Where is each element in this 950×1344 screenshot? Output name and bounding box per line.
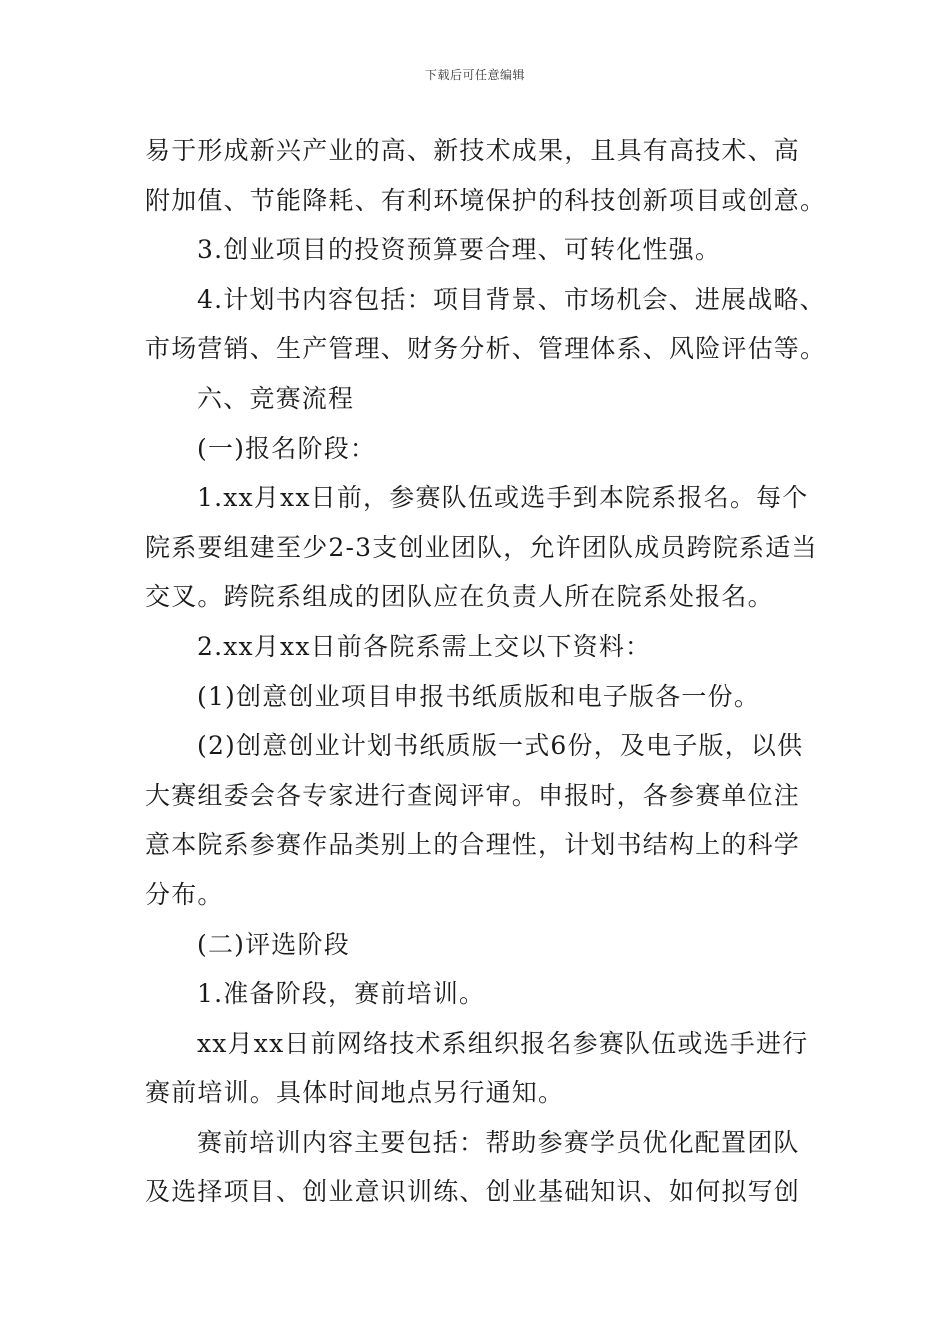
text-line: 3.创业项目的投资预算要合理、可转化性强。 <box>197 235 722 265</box>
text-line: 1.xx月xx日前，参赛队伍或选手到本院系报名。每个 <box>197 483 809 513</box>
text-line: 大赛组委会各专家进行查阅评审。申报时，各参赛单位注 <box>145 780 801 810</box>
text-line: 院系要组建至少2-3支创业团队，允许团队成员跨院系适当 <box>145 532 818 562</box>
section-heading: 六、竞赛流程 <box>197 383 355 413</box>
text-line: 附加值、节能降耗、有利环境保护的科技创新项目或创意。 <box>145 185 827 215</box>
text-line: 分布。 <box>145 879 224 909</box>
text-line: 1.准备阶段，赛前培训。 <box>197 979 486 1009</box>
text-line: 赛前培训。具体时间地点另行通知。 <box>145 1078 565 1108</box>
text-line: 市场营销、生产管理、财务分析、管理体系、风险评估等。 <box>145 334 827 364</box>
text-line: xx月xx日前网络技术系组织报名参赛队伍或选手进行 <box>197 1028 809 1058</box>
page-header-note: 下载后可任意编辑 <box>424 68 525 82</box>
text-line: 4.计划书内容包括：项目背景、市场机会、进展战略、 <box>197 284 826 314</box>
text-line: 易于形成新兴产业的高、新技术成果，且具有高技术、高 <box>145 136 801 165</box>
subsection-heading: (二)评选阶段 <box>197 929 350 959</box>
text-line: 及选择项目、创业意识训练、创业基础知识、如何拟写创 <box>145 1177 801 1207</box>
text-line: (1)创意创业项目申报书纸质版和电子版各一份。 <box>197 681 761 711</box>
subsection-heading: (一)报名阶段： <box>197 433 377 463</box>
text-line: 赛前培训内容主要包括：帮助参赛学员优化配置团队 <box>197 1127 800 1157</box>
document-body <box>145 126 827 1217</box>
text-line: (2)创意创业计划书纸质版一式6份，及电子版，以供 <box>197 731 804 761</box>
text-line: 2.xx月xx日前各院系需上交以下资料： <box>197 631 652 661</box>
text-line: 意本院系参赛作品类别上的合理性，计划书结构上的科学 <box>145 830 801 860</box>
text-line: 交叉。跨院系组成的团队应在负责人所在院系处报名。 <box>145 582 774 612</box>
